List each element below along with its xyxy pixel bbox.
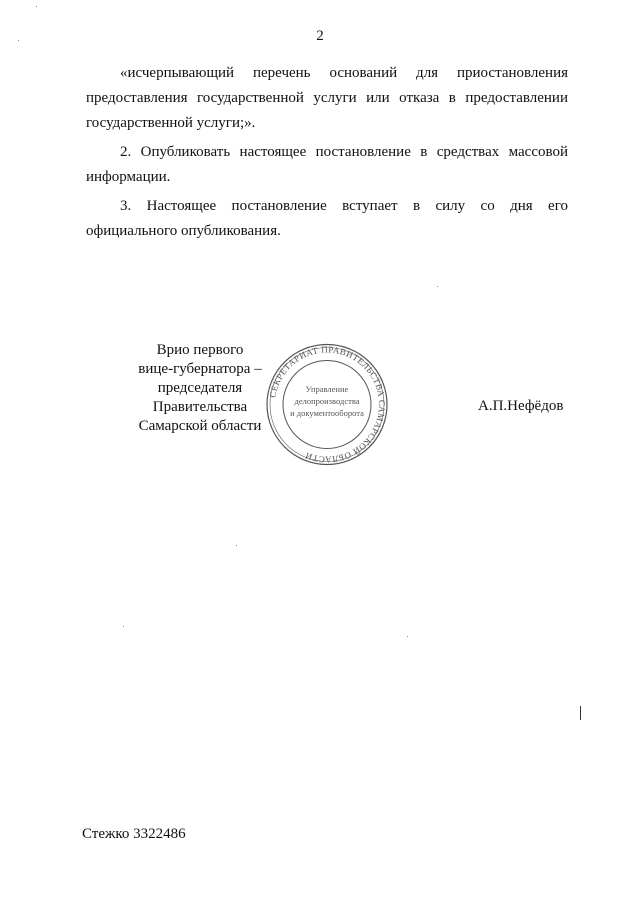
paragraph-3-line-1: 3. Настоящее постановление вступает в силу со дня его: [120, 198, 568, 214]
paragraph-2: [86, 140, 568, 190]
paragraph-3: [86, 194, 568, 244]
paragraph-2-line-1: 2. Опубликовать настоящее постановление в средствах массовой: [120, 144, 568, 160]
paragraph-1-line-1: «исчерпывающий перечень оснований для приостановления: [120, 65, 568, 81]
paragraph-2-line-2: информации.: [86, 169, 171, 185]
seal-center-line-3: и документооборота: [290, 408, 364, 418]
scan-speck: [437, 286, 438, 287]
scan-speck: [236, 545, 237, 546]
scan-speck: [18, 40, 19, 41]
footer-code: Стежко 3322486: [82, 826, 186, 842]
body-text: [86, 61, 568, 244]
seal-ring-text: СЕКРЕТАРИАТ ПРАВИТЕЛЬСТВА САМАРСКОЙ ОБЛАСТИ: [267, 344, 388, 465]
signatory-title-line-3: председателя Правительства: [152, 380, 248, 415]
signatory-title-line-1: Врио первого: [156, 342, 244, 358]
signatory-title-line-2: вице-губернатора –: [138, 361, 262, 377]
signatory-title-line-4: Самарской области: [138, 418, 262, 434]
scan-speck: [123, 626, 124, 627]
paragraph-3-line-2: официального опубликования.: [86, 223, 281, 239]
seal-center-line-2: делопроизводства: [294, 396, 360, 406]
signatory-name: А.П.Нефёдов: [478, 398, 564, 414]
scan-speck: [36, 6, 37, 7]
paragraph-1-line-2: предоставления государственной услуги или отказа в предоставлении: [86, 90, 568, 106]
paragraph-1-line-3: государственной услуги;».: [86, 115, 256, 131]
page-number: 2: [316, 28, 324, 44]
margin-mark: [580, 706, 581, 720]
paragraph-1: [86, 61, 568, 136]
seal-center-line-1: Управление: [305, 384, 349, 394]
official-seal: [262, 342, 392, 467]
scan-speck: [407, 636, 408, 637]
